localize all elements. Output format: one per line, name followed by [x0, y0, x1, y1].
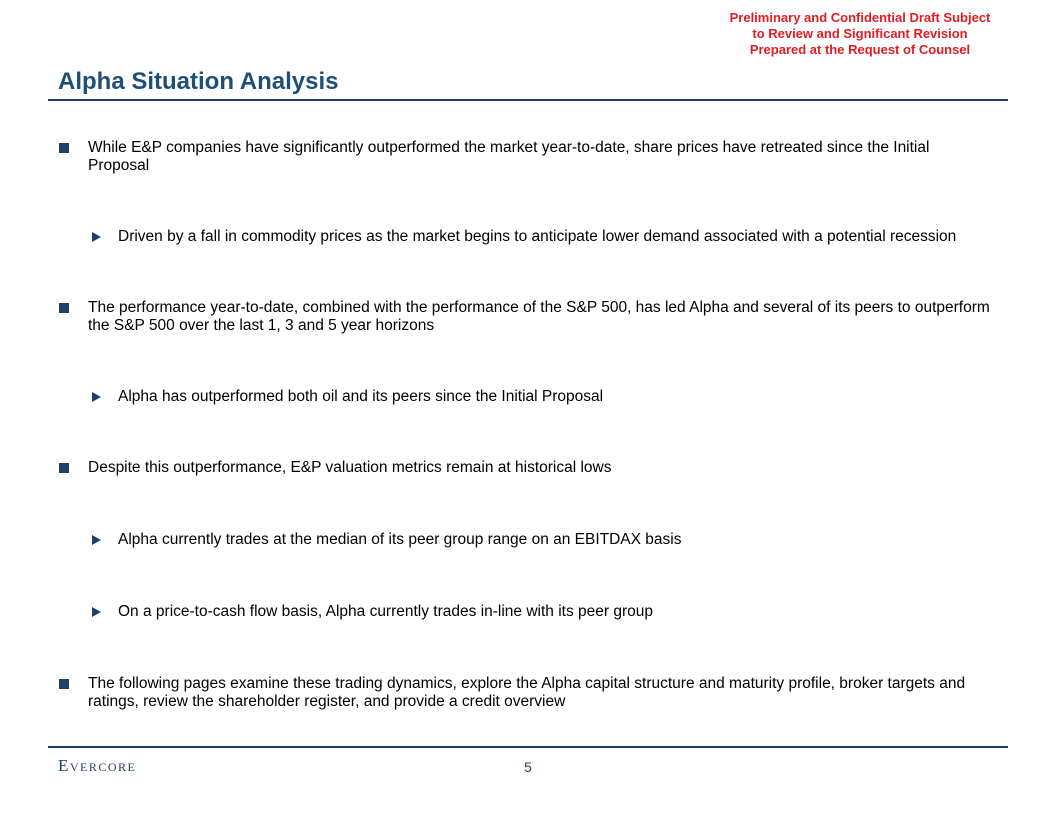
sub-bullet-item: Alpha has outperformed both oil and its peers since the Initial Proposal: [118, 388, 604, 405]
sub-bullet-item: Alpha currently trades at the median of its peer group range on an EBITDAX basis: [118, 531, 682, 548]
square-bullet-icon: [59, 303, 69, 313]
triangle-bullet-icon: [92, 535, 101, 545]
bullet-item: The performance year-to-date, combined with the performance of the S&P 500, has led Alpha and several of its peers to outperform the S&P 500 over the last 1, 3 and 5 year horizons: [88, 299, 990, 334]
title-divider: [48, 99, 1008, 101]
page-number: 5: [524, 759, 532, 775]
bullet-item: While E&P companies have significantly outperformed the market year-to-date, share prices have retreated since the Initial Proposal: [88, 139, 930, 174]
sub-bullet-item: On a price-to-cash flow basis, Alpha currently trades in-line with its peer group: [118, 603, 653, 620]
page-title: Alpha Situation Analysis: [58, 68, 339, 95]
triangle-bullet-icon: [92, 607, 101, 617]
triangle-bullet-icon: [92, 392, 101, 402]
bullet-item: The following pages examine these trading dynamics, explore the Alpha capital structure and maturity profile, broker targets and ratings, review the shareholder register, and provide a credit overview: [88, 675, 966, 710]
square-bullet-icon: [59, 679, 69, 689]
square-bullet-icon: [59, 463, 69, 473]
footer-divider: [48, 746, 1008, 748]
confidential-line: to Review and Significant Revision: [752, 26, 968, 41]
confidential-line: Preliminary and Confidential Draft Subject: [729, 10, 991, 25]
confidential-line: Prepared at the Request of Counsel: [749, 42, 971, 57]
evercore-logo: Evercore: [58, 756, 137, 775]
confidential-notice: [710, 10, 1010, 58]
triangle-bullet-icon: [92, 232, 101, 242]
bullet-item: Despite this outperformance, E&P valuation metrics remain at historical lows: [88, 459, 612, 476]
square-bullet-icon: [59, 143, 69, 153]
sub-bullet-item: Driven by a fall in commodity prices as the market begins to anticipate lower demand associated with a potential recession: [118, 228, 957, 245]
